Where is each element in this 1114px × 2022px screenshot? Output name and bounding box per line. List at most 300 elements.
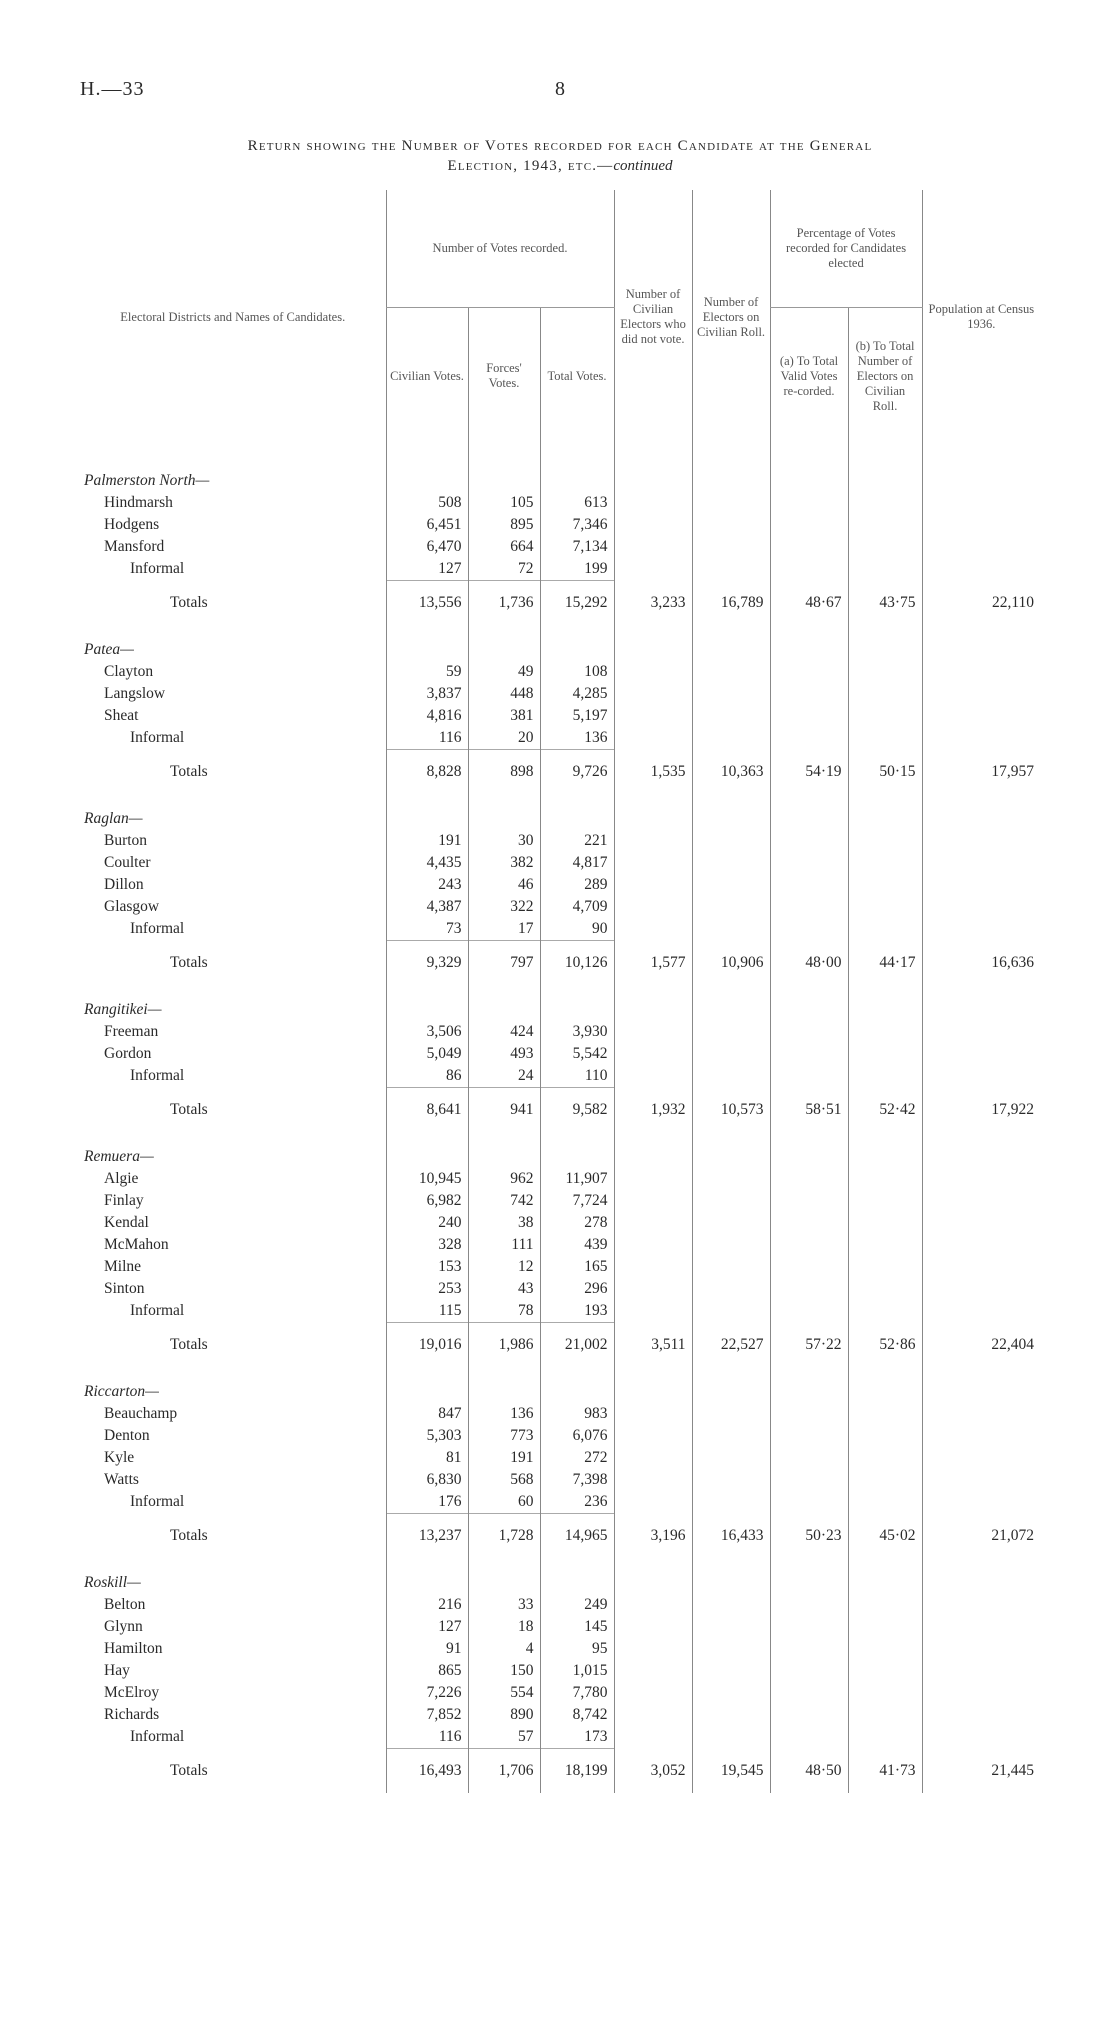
empty-cell bbox=[614, 661, 692, 683]
totals-label: Totals bbox=[170, 1335, 208, 1353]
totals-pct-b: 52·42 bbox=[848, 1088, 922, 1133]
total-votes: 4,285 bbox=[540, 683, 614, 705]
empty-cell bbox=[922, 852, 1040, 874]
empty-cell bbox=[468, 1381, 540, 1403]
empty-cell bbox=[848, 1594, 922, 1616]
col-header-population: Population at Census 1936. bbox=[922, 190, 1040, 444]
civilian-votes: 127 bbox=[386, 558, 468, 581]
total-votes: 296 bbox=[540, 1278, 614, 1300]
empty-cell bbox=[848, 1146, 922, 1168]
empty-cell bbox=[848, 1403, 922, 1425]
totals-pct-a: 57·22 bbox=[770, 1323, 848, 1368]
forces-votes: 20 bbox=[468, 727, 540, 750]
totals-total: 14,965 bbox=[540, 1514, 614, 1559]
empty-cell bbox=[614, 999, 692, 1021]
total-votes: 439 bbox=[540, 1234, 614, 1256]
empty-cell bbox=[386, 470, 468, 492]
empty-cell bbox=[692, 1234, 770, 1256]
totals-pct-a: 54·19 bbox=[770, 750, 848, 795]
empty-cell bbox=[848, 470, 922, 492]
empty-cell bbox=[922, 830, 1040, 852]
totals-total: 9,726 bbox=[540, 750, 614, 795]
total-votes: 7,134 bbox=[540, 536, 614, 558]
empty-cell bbox=[692, 536, 770, 558]
totals-civilian: 19,016 bbox=[386, 1323, 468, 1368]
candidate-row bbox=[80, 514, 1040, 536]
forces-votes: 554 bbox=[468, 1682, 540, 1704]
total-votes: 3,930 bbox=[540, 1021, 614, 1043]
col-header-pct-a: (a) To Total Valid Votes re-corded. bbox=[770, 308, 848, 445]
totals-label: Totals bbox=[170, 953, 208, 971]
empty-cell bbox=[614, 1190, 692, 1212]
totals-electors: 19,545 bbox=[692, 1749, 770, 1794]
empty-cell bbox=[922, 1256, 1040, 1278]
empty-cell bbox=[922, 639, 1040, 661]
candidate-name: Hodgens bbox=[104, 516, 160, 533]
empty-cell bbox=[692, 830, 770, 852]
totals-not-voted: 3,233 bbox=[614, 581, 692, 626]
total-votes: 145 bbox=[540, 1616, 614, 1638]
empty-cell bbox=[922, 1682, 1040, 1704]
spacer-row bbox=[80, 1132, 1040, 1146]
empty-cell bbox=[614, 1594, 692, 1616]
forces-votes: 43 bbox=[468, 1278, 540, 1300]
candidate-row bbox=[80, 1425, 1040, 1447]
civilian-votes: 127 bbox=[386, 1616, 468, 1638]
empty-cell bbox=[848, 918, 922, 941]
empty-cell bbox=[770, 1572, 848, 1594]
empty-cell bbox=[848, 1190, 922, 1212]
empty-cell bbox=[614, 1638, 692, 1660]
candidate-row bbox=[80, 727, 1040, 750]
candidate-name: Dillon bbox=[104, 876, 144, 893]
totals-electors: 16,789 bbox=[692, 581, 770, 626]
totals-forces: 797 bbox=[468, 941, 540, 986]
empty-cell bbox=[848, 558, 922, 581]
civilian-votes: 4,435 bbox=[386, 852, 468, 874]
total-votes: 613 bbox=[540, 492, 614, 514]
totals-not-voted: 1,932 bbox=[614, 1088, 692, 1133]
spacer-row bbox=[80, 1367, 1040, 1381]
candidate-name: Kendal bbox=[104, 1214, 149, 1231]
page-number: 8 bbox=[555, 78, 565, 100]
empty-cell bbox=[692, 1572, 770, 1594]
empty-cell bbox=[770, 1381, 848, 1403]
candidate-name: Hamilton bbox=[104, 1640, 163, 1657]
empty-cell bbox=[848, 1616, 922, 1638]
forces-votes: 493 bbox=[468, 1043, 540, 1065]
empty-cell bbox=[848, 896, 922, 918]
totals-electors: 22,527 bbox=[692, 1323, 770, 1368]
empty-cell bbox=[692, 999, 770, 1021]
total-votes: 193 bbox=[540, 1300, 614, 1323]
totals-total: 21,002 bbox=[540, 1323, 614, 1368]
empty-cell bbox=[922, 1425, 1040, 1447]
candidate-name: Informal bbox=[130, 1302, 185, 1320]
candidate-row bbox=[80, 1469, 1040, 1491]
empty-cell bbox=[770, 705, 848, 727]
empty-cell bbox=[770, 1682, 848, 1704]
empty-cell bbox=[848, 1168, 922, 1190]
candidate-name: Richards bbox=[104, 1706, 160, 1723]
forces-votes: 33 bbox=[468, 1594, 540, 1616]
forces-votes: 12 bbox=[468, 1256, 540, 1278]
candidate-row bbox=[80, 1660, 1040, 1682]
totals-not-voted: 3,511 bbox=[614, 1323, 692, 1368]
forces-votes: 895 bbox=[468, 514, 540, 536]
col-header-not-voted: Number of Civilian Electors who did not vote. bbox=[614, 190, 692, 444]
totals-electors: 10,363 bbox=[692, 750, 770, 795]
empty-cell bbox=[692, 1660, 770, 1682]
candidate-name: Langslow bbox=[104, 685, 166, 702]
col-header-percentage-group: Percentage of Votes recorded for Candidates elected bbox=[770, 190, 922, 308]
col-header-pct-b: (b) To Total Number of Electors on Civilian Roll. bbox=[848, 308, 922, 445]
empty-cell bbox=[770, 558, 848, 581]
empty-cell bbox=[848, 1682, 922, 1704]
empty-cell bbox=[848, 852, 922, 874]
candidate-name: Gordon bbox=[104, 1045, 152, 1062]
district-name: Roskill— bbox=[84, 1574, 141, 1591]
empty-cell bbox=[848, 1726, 922, 1749]
candidate-name: Glynn bbox=[104, 1618, 143, 1635]
totals-label: Totals bbox=[170, 1100, 208, 1118]
empty-cell bbox=[922, 1146, 1040, 1168]
candidate-row bbox=[80, 830, 1040, 852]
totals-pct-b: 52·86 bbox=[848, 1323, 922, 1368]
candidate-row bbox=[80, 896, 1040, 918]
empty-cell bbox=[922, 1278, 1040, 1300]
empty-cell bbox=[614, 808, 692, 830]
title-line-1: Return showing the Number of Votes recorded for each Candidate at the General bbox=[247, 138, 873, 154]
forces-votes: 18 bbox=[468, 1616, 540, 1638]
empty-cell bbox=[614, 1425, 692, 1447]
empty-cell bbox=[692, 1616, 770, 1638]
total-votes: 199 bbox=[540, 558, 614, 581]
civilian-votes: 4,816 bbox=[386, 705, 468, 727]
empty-cell bbox=[770, 1168, 848, 1190]
civilian-votes: 865 bbox=[386, 1660, 468, 1682]
empty-cell bbox=[770, 1594, 848, 1616]
empty-cell bbox=[540, 808, 614, 830]
empty-cell bbox=[692, 661, 770, 683]
candidate-row bbox=[80, 852, 1040, 874]
candidate-row bbox=[80, 918, 1040, 941]
totals-forces: 1,986 bbox=[468, 1323, 540, 1368]
empty-cell bbox=[770, 896, 848, 918]
forces-votes: 664 bbox=[468, 536, 540, 558]
totals-pct-b: 44·17 bbox=[848, 941, 922, 986]
empty-cell bbox=[770, 1043, 848, 1065]
totals-pct-a: 50·23 bbox=[770, 1514, 848, 1559]
civilian-votes: 191 bbox=[386, 830, 468, 852]
empty-cell bbox=[468, 808, 540, 830]
forces-votes: 150 bbox=[468, 1660, 540, 1682]
candidate-name: Belton bbox=[104, 1596, 146, 1613]
empty-cell bbox=[848, 1491, 922, 1514]
col-header-forces: Forces' Votes. bbox=[468, 308, 540, 445]
empty-cell bbox=[848, 1425, 922, 1447]
candidate-name: Freeman bbox=[104, 1023, 159, 1040]
empty-cell bbox=[540, 639, 614, 661]
candidate-name: McMahon bbox=[104, 1236, 169, 1253]
empty-cell bbox=[770, 1491, 848, 1514]
civilian-votes: 4,387 bbox=[386, 896, 468, 918]
empty-cell bbox=[922, 1212, 1040, 1234]
totals-population: 22,110 bbox=[922, 581, 1040, 626]
empty-cell bbox=[770, 470, 848, 492]
totals-row bbox=[80, 750, 1040, 795]
empty-cell bbox=[614, 536, 692, 558]
district-name: Riccarton— bbox=[84, 1383, 159, 1400]
total-votes: 236 bbox=[540, 1491, 614, 1514]
title-line-2 bbox=[80, 156, 1040, 176]
empty-cell bbox=[614, 1043, 692, 1065]
empty-cell bbox=[770, 1190, 848, 1212]
forces-votes: 773 bbox=[468, 1425, 540, 1447]
candidate-name: Informal bbox=[130, 560, 185, 578]
candidate-name: Coulter bbox=[104, 854, 151, 871]
empty-cell bbox=[922, 1403, 1040, 1425]
totals-civilian: 16,493 bbox=[386, 1749, 468, 1794]
total-votes: 8,742 bbox=[540, 1704, 614, 1726]
candidate-row bbox=[80, 1300, 1040, 1323]
empty-cell bbox=[770, 1403, 848, 1425]
empty-cell bbox=[386, 1572, 468, 1594]
empty-cell bbox=[770, 536, 848, 558]
total-votes: 278 bbox=[540, 1212, 614, 1234]
totals-population: 16,636 bbox=[922, 941, 1040, 986]
empty-cell bbox=[614, 1021, 692, 1043]
totals-civilian: 9,329 bbox=[386, 941, 468, 986]
candidate-row bbox=[80, 536, 1040, 558]
totals-total: 10,126 bbox=[540, 941, 614, 986]
total-votes: 1,015 bbox=[540, 1660, 614, 1682]
empty-cell bbox=[692, 896, 770, 918]
candidate-name: Informal bbox=[130, 729, 185, 747]
forces-votes: 105 bbox=[468, 492, 540, 514]
civilian-votes: 240 bbox=[386, 1212, 468, 1234]
empty-cell bbox=[692, 1190, 770, 1212]
empty-cell bbox=[692, 808, 770, 830]
candidate-row bbox=[80, 1021, 1040, 1043]
totals-pct-b: 45·02 bbox=[848, 1514, 922, 1559]
empty-cell bbox=[848, 705, 922, 727]
empty-cell bbox=[614, 1381, 692, 1403]
civilian-votes: 216 bbox=[386, 1594, 468, 1616]
total-votes: 7,780 bbox=[540, 1682, 614, 1704]
totals-pct-b: 43·75 bbox=[848, 581, 922, 626]
empty-cell bbox=[614, 1212, 692, 1234]
totals-not-voted: 1,577 bbox=[614, 941, 692, 986]
empty-cell bbox=[614, 683, 692, 705]
empty-cell bbox=[922, 1616, 1040, 1638]
total-votes: 983 bbox=[540, 1403, 614, 1425]
empty-cell bbox=[386, 1146, 468, 1168]
totals-label: Totals bbox=[170, 1526, 208, 1544]
totals-pct-a: 48·50 bbox=[770, 1749, 848, 1794]
spacer-row bbox=[80, 1558, 1040, 1572]
district-name: Raglan— bbox=[84, 810, 143, 827]
forces-votes: 962 bbox=[468, 1168, 540, 1190]
empty-cell bbox=[692, 705, 770, 727]
candidate-name: Sheat bbox=[104, 707, 139, 724]
empty-cell bbox=[692, 1381, 770, 1403]
empty-cell bbox=[922, 1469, 1040, 1491]
empty-cell bbox=[614, 1704, 692, 1726]
empty-cell bbox=[922, 1168, 1040, 1190]
empty-cell bbox=[468, 1146, 540, 1168]
civilian-votes: 6,451 bbox=[386, 514, 468, 536]
candidate-row bbox=[80, 558, 1040, 581]
district-name: Rangitikei— bbox=[84, 1001, 162, 1018]
total-votes: 289 bbox=[540, 874, 614, 896]
totals-not-voted: 3,196 bbox=[614, 1514, 692, 1559]
empty-cell bbox=[922, 1300, 1040, 1323]
empty-cell bbox=[614, 918, 692, 941]
civilian-votes: 7,226 bbox=[386, 1682, 468, 1704]
district-row bbox=[80, 639, 1040, 661]
empty-cell bbox=[614, 1146, 692, 1168]
totals-pct-a: 58·51 bbox=[770, 1088, 848, 1133]
empty-cell bbox=[614, 1168, 692, 1190]
empty-cell bbox=[614, 492, 692, 514]
civilian-votes: 73 bbox=[386, 918, 468, 941]
candidate-row bbox=[80, 1043, 1040, 1065]
candidate-name: Finlay bbox=[104, 1192, 144, 1209]
empty-cell bbox=[614, 1403, 692, 1425]
empty-cell bbox=[848, 1043, 922, 1065]
candidate-row bbox=[80, 1491, 1040, 1514]
empty-cell bbox=[468, 639, 540, 661]
empty-cell bbox=[922, 1704, 1040, 1726]
civilian-votes: 5,303 bbox=[386, 1425, 468, 1447]
district-row bbox=[80, 470, 1040, 492]
empty-cell bbox=[692, 852, 770, 874]
empty-cell bbox=[692, 1021, 770, 1043]
totals-forces: 1,706 bbox=[468, 1749, 540, 1794]
total-votes: 165 bbox=[540, 1256, 614, 1278]
total-votes: 11,907 bbox=[540, 1168, 614, 1190]
totals-population: 17,957 bbox=[922, 750, 1040, 795]
totals-label: Totals bbox=[170, 593, 208, 611]
empty-cell bbox=[922, 683, 1040, 705]
empty-cell bbox=[614, 1065, 692, 1088]
candidate-name: Sinton bbox=[104, 1280, 145, 1297]
empty-cell bbox=[468, 1572, 540, 1594]
empty-cell bbox=[770, 1447, 848, 1469]
empty-cell bbox=[614, 852, 692, 874]
candidate-row bbox=[80, 705, 1040, 727]
empty-cell bbox=[922, 1021, 1040, 1043]
totals-forces: 898 bbox=[468, 750, 540, 795]
candidate-row bbox=[80, 1403, 1040, 1425]
civilian-votes: 6,830 bbox=[386, 1469, 468, 1491]
empty-cell bbox=[922, 1043, 1040, 1065]
candidate-name: Hindmarsh bbox=[104, 494, 173, 511]
civilian-votes: 153 bbox=[386, 1256, 468, 1278]
empty-cell bbox=[614, 1278, 692, 1300]
empty-cell bbox=[770, 1638, 848, 1660]
empty-cell bbox=[614, 830, 692, 852]
totals-population: 21,445 bbox=[922, 1749, 1040, 1794]
candidate-name: Clayton bbox=[104, 663, 154, 680]
empty-cell bbox=[386, 999, 468, 1021]
empty-cell bbox=[848, 874, 922, 896]
candidate-row bbox=[80, 1616, 1040, 1638]
empty-cell bbox=[848, 1234, 922, 1256]
civilian-votes: 176 bbox=[386, 1491, 468, 1514]
empty-cell bbox=[692, 1447, 770, 1469]
empty-cell bbox=[692, 1256, 770, 1278]
empty-cell bbox=[770, 1469, 848, 1491]
empty-cell bbox=[770, 492, 848, 514]
empty-cell bbox=[922, 1594, 1040, 1616]
totals-population: 22,404 bbox=[922, 1323, 1040, 1368]
forces-votes: 568 bbox=[468, 1469, 540, 1491]
empty-cell bbox=[922, 1491, 1040, 1514]
empty-cell bbox=[692, 1594, 770, 1616]
civilian-votes: 6,470 bbox=[386, 536, 468, 558]
empty-cell bbox=[770, 1425, 848, 1447]
empty-cell bbox=[770, 1726, 848, 1749]
civilian-votes: 243 bbox=[386, 874, 468, 896]
empty-cell bbox=[770, 727, 848, 750]
spacer-row bbox=[80, 985, 1040, 999]
empty-cell bbox=[848, 1021, 922, 1043]
empty-cell bbox=[922, 514, 1040, 536]
empty-cell bbox=[770, 1660, 848, 1682]
forces-votes: 191 bbox=[468, 1447, 540, 1469]
totals-forces: 941 bbox=[468, 1088, 540, 1133]
empty-cell bbox=[540, 1381, 614, 1403]
empty-cell bbox=[922, 1572, 1040, 1594]
civilian-votes: 91 bbox=[386, 1638, 468, 1660]
empty-cell bbox=[848, 1572, 922, 1594]
empty-cell bbox=[770, 1065, 848, 1088]
empty-cell bbox=[848, 639, 922, 661]
col-header-district: Electoral Districts and Names of Candidates. bbox=[120, 309, 346, 324]
totals-pct-a: 48·67 bbox=[770, 581, 848, 626]
totals-forces: 1,736 bbox=[468, 581, 540, 626]
totals-row bbox=[80, 941, 1040, 986]
civilian-votes: 3,837 bbox=[386, 683, 468, 705]
candidate-row bbox=[80, 1065, 1040, 1088]
empty-cell bbox=[468, 999, 540, 1021]
civilian-votes: 59 bbox=[386, 661, 468, 683]
district-name: Remuera— bbox=[84, 1148, 154, 1165]
empty-cell bbox=[922, 558, 1040, 581]
district-row bbox=[80, 999, 1040, 1021]
totals-total: 18,199 bbox=[540, 1749, 614, 1794]
forces-votes: 322 bbox=[468, 896, 540, 918]
empty-cell bbox=[692, 492, 770, 514]
candidate-name: McElroy bbox=[104, 1684, 160, 1701]
col-header-civilian: Civilian Votes. bbox=[386, 308, 468, 445]
total-votes: 108 bbox=[540, 661, 614, 683]
empty-cell bbox=[692, 1403, 770, 1425]
candidate-name: Informal bbox=[130, 1728, 185, 1746]
forces-votes: 382 bbox=[468, 852, 540, 874]
empty-cell bbox=[922, 999, 1040, 1021]
empty-cell bbox=[848, 514, 922, 536]
total-votes: 5,542 bbox=[540, 1043, 614, 1065]
totals-total: 15,292 bbox=[540, 581, 614, 626]
candidate-row bbox=[80, 1256, 1040, 1278]
empty-cell bbox=[848, 536, 922, 558]
civilian-votes: 7,852 bbox=[386, 1704, 468, 1726]
candidate-name: Denton bbox=[104, 1427, 150, 1444]
forces-votes: 890 bbox=[468, 1704, 540, 1726]
